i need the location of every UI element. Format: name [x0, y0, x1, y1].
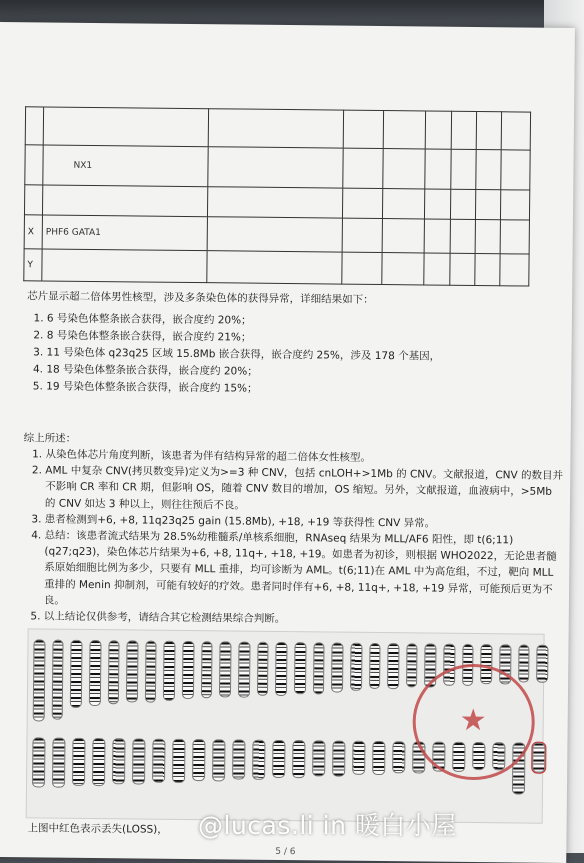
empty-cell [343, 188, 383, 218]
chromosome-ideogram [238, 642, 250, 698]
chromosome-ideogram [52, 738, 66, 788]
list-item: 1. 从染色体芯片角度判断，该患者为伴有结构异常的超二倍体女性核型。 [45, 447, 565, 469]
chromosome-ideogram [112, 738, 125, 784]
chromosome-ideogram [107, 640, 119, 704]
chromosome-ideogram [536, 645, 548, 683]
empty-cell [450, 219, 475, 253]
empty-cell [383, 189, 425, 219]
chromosome-ideogram [201, 641, 213, 698]
chromosome-ideogram [182, 641, 194, 699]
findings-list [26, 310, 527, 400]
chromosome-ideogram [163, 641, 175, 701]
list-item: 3. 患者检测到+6, +8, 11q23q25 gain (15.8Mb), +18, +19 等获得性 CNV 异常。 [45, 511, 565, 533]
empty-cell [344, 110, 384, 148]
empty-cell [475, 219, 500, 253]
empty-cell [382, 219, 424, 253]
chromosome-ideogram [132, 738, 145, 784]
empty-cell [207, 147, 343, 188]
chromosome-ideogram [313, 642, 325, 694]
empty-cell [382, 253, 424, 285]
chromosome-ideogram [89, 640, 101, 706]
chromosome-ideogram [232, 739, 245, 779]
empty-cell [500, 190, 529, 220]
gene-cell [43, 107, 208, 147]
official-seal [412, 663, 535, 780]
list-item: 1. 6 号染色体整条嵌合获得，嵌合度约 20%； [47, 311, 527, 333]
cnv-gene-table [23, 106, 531, 286]
gene-cell [42, 185, 207, 217]
list-item: 4. 18 号染色体整条嵌合获得，嵌合度约 20%； [46, 362, 526, 384]
chromosome-cell [25, 107, 43, 145]
chromosome-ideogram [172, 739, 185, 783]
empty-cell [476, 149, 501, 189]
chromosome-ideogram [332, 741, 345, 777]
chromosome-ideogram [70, 640, 82, 708]
table-row [24, 249, 529, 286]
gene-cell [42, 249, 207, 283]
empty-cell [207, 217, 343, 252]
empty-cell [451, 189, 476, 219]
chromosome-ideogram [532, 743, 545, 773]
empty-cell [451, 111, 476, 149]
watermark-text: @lucas.li in 暖白小屋 [198, 811, 457, 840]
summary-heading: 综上所述： [23, 432, 77, 445]
chromosome-ideogram [257, 642, 269, 696]
chromosome-ideogram [350, 643, 362, 691]
empty-cell [475, 253, 500, 285]
chromosome-ideogram [126, 640, 138, 702]
empty-cell [342, 218, 382, 252]
chromosome-ideogram [387, 643, 399, 689]
empty-cell [500, 254, 529, 286]
list-item: 2. 8 号染色体整条嵌合获得，嵌合度约 21%； [47, 328, 527, 350]
chromosome-cell: Y [24, 249, 42, 281]
empty-cell [206, 251, 342, 284]
chromosome-ideogram [292, 740, 305, 778]
empty-cell [424, 219, 450, 253]
seal-star-icon: ★ [459, 702, 487, 739]
chromosome-ideogram [212, 739, 225, 781]
list-item: 2. AML 中复杂 CNV(拷贝数变异)定义为>=3 种 CNV，包括 cnLOH+>1Mb 的 CNV。文献报道，CNV 的数目并不影响 CR 率和 CR 期，但影响 OS，随着 CNV 数目的增加，OS 缩短。另外，文献报道，血液病中，>5Mb 的 CNV 如达 3 种以上，则往往预后不良。 [45, 463, 565, 517]
chromosome-ideogram [275, 642, 287, 696]
chromosome-ideogram [51, 640, 63, 720]
chromosome-ideogram [92, 738, 106, 786]
gene-cell: NX1 [43, 145, 208, 187]
empty-cell [501, 150, 530, 190]
list-item: 5. 19 号染色体整条嵌合获得，嵌合度约 15%； [46, 379, 526, 401]
empty-cell [424, 253, 450, 285]
chromosome-ideogram [331, 643, 343, 693]
list-item: 4. 总结：该患者流式结果为 28.5%幼稚髓系/单核系细胞，RNAseq 结果为 MLL/AF6 阳性，即 t(6;11)(q27;q23)，染色体芯片结果为+6, +8, 11q+, +18, +19。如患者为初诊，则根据 WHO2022，无论患者髓系原始细胞比例为多少，只要有 MLL 重排，均可诊断为 AML。t(6;11)在 AML 中为高危组，不过，靶向 MLL 重排的 Menin 抑制剂，可能有较好的疗效。患者同时伴有+6, +8, 11q+, +18, +19 异常，可能预后更为不良。 [44, 528, 565, 614]
empty-cell [383, 111, 425, 149]
empty-cell [342, 252, 382, 284]
karyotype-figure [26, 628, 545, 823]
chromosome-ideogram [145, 641, 157, 703]
gene-cell: PHF6 GATA1 [42, 215, 207, 251]
empty-cell [476, 189, 501, 219]
empty-cell [501, 112, 530, 150]
empty-cell [383, 149, 425, 189]
chromosome-ideogram [352, 741, 365, 775]
table-row [25, 145, 530, 190]
chromosome-ideogram [33, 639, 45, 721]
empty-cell [425, 189, 451, 219]
report-page [0, 22, 575, 863]
chromosome-cell: X [24, 215, 42, 249]
empty-cell [425, 111, 451, 149]
table-row [25, 107, 530, 150]
figure-caption: 上图中红色表示丢失(LOSS)， [27, 822, 168, 836]
list-item: 5. 以上结论仅供参考，请结合其它检测结果综合判断。 [44, 609, 564, 631]
empty-cell [343, 148, 383, 188]
chromosome-ideogram [369, 643, 381, 689]
chromosome-ideogram [372, 741, 385, 775]
chromosome-ideogram [219, 641, 231, 697]
findings-intro: 芯片显示超二倍体男性核型，涉及多条染色体的获得异常，详细结果如下： [27, 290, 374, 306]
page-number: 5 / 6 [275, 846, 296, 858]
empty-cell [500, 220, 529, 254]
chromosome-ideogram [32, 737, 46, 787]
empty-cell [207, 187, 343, 218]
empty-cell [450, 253, 475, 285]
empty-cell [451, 149, 476, 189]
chromosome-ideogram [272, 740, 285, 778]
chromosome-ideogram [312, 740, 325, 776]
chromosome-ideogram [252, 740, 265, 780]
chromosome-ideogram [72, 738, 86, 786]
chromosome-ideogram [152, 739, 165, 783]
list-item: 3. 11 号染色体 q23q25 区域 15.8Mb 嵌合获得，嵌合度约 25%，涉及 178 个基因， [46, 345, 526, 367]
chromosome-ideogram [518, 644, 530, 682]
summary-list [22, 446, 566, 630]
empty-cell [208, 109, 344, 148]
table-row [24, 215, 529, 254]
empty-cell [425, 149, 451, 189]
chromosome-ideogram [192, 739, 205, 781]
empty-cell [476, 111, 501, 149]
chromosome-ideogram [294, 642, 306, 694]
chromosome-ideogram [406, 643, 418, 687]
chromosome-cell [25, 145, 43, 185]
chromosome-cell [24, 185, 42, 215]
chromosome-ideogram [392, 741, 405, 773]
